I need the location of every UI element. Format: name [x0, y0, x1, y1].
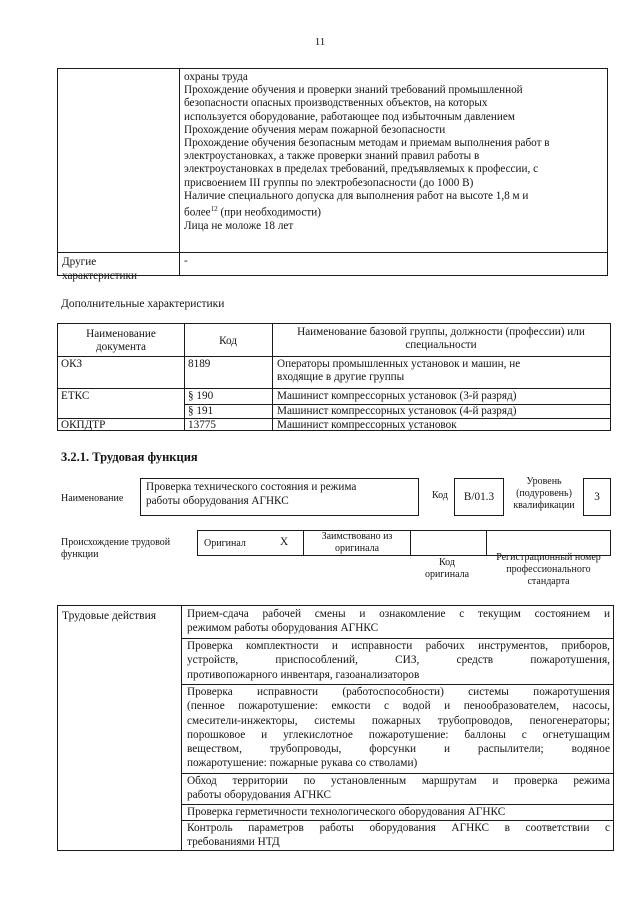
table-cell: Операторы промышленных установок и машин, не входящие в другие группы	[277, 358, 521, 383]
table-cell: ОКПДТР	[61, 419, 106, 431]
table-cell: § 191	[188, 405, 214, 417]
additional-characteristics-title: Дополнительные характеристики	[61, 298, 225, 310]
table-divider	[410, 531, 411, 555]
table-divider	[58, 388, 610, 389]
table-cell: Машинист компрессорных установок (4-й разряд)	[277, 405, 517, 417]
table-cell: Машинист компрессорных установок (3-й разряд)	[277, 390, 517, 402]
header-document: Наименование документа	[86, 328, 156, 353]
table-cell: ЕТКС	[61, 390, 90, 402]
requirement-line: Прохождение обучения безопасным методам и приемам выполнения работ в	[184, 137, 550, 150]
requirements-table	[57, 68, 608, 282]
requirement-line: более$^{12}$ (при необходимости)	[184, 205, 321, 219]
original-label: Оригинал	[204, 538, 246, 549]
function-code-box: B/01.3	[454, 478, 504, 516]
other-characteristics-value: -	[184, 255, 188, 267]
page-number: 11	[314, 36, 326, 48]
table-cell: 8189	[188, 358, 211, 370]
table-cell: ОКЗ	[61, 358, 83, 370]
registration-number-caption: Регистрационный номер профессионального стандарта	[496, 552, 601, 587]
labor-actions-table	[57, 605, 614, 851]
requirement-line: Прохождение обучения мерам пожарной безопасности	[184, 123, 446, 136]
requirement-line: охраны труда	[184, 71, 248, 83]
original-mark: X	[280, 536, 289, 548]
other-characteristics-label: Другие характеристики	[62, 256, 137, 282]
qualification-level-box: 3	[583, 478, 611, 516]
labor-actions-label: Трудовые действия	[62, 610, 157, 622]
requirements-cell	[184, 71, 604, 233]
requirement-line: присвоением III группы по электробезопасности (до 1000 В)	[184, 176, 474, 189]
requirement-line: безопасности опасных производственных объектов, на которых	[184, 97, 488, 110]
requirement-line: Лица не моложе 18 лет	[184, 219, 294, 232]
table-divider	[179, 69, 180, 275]
table-divider	[58, 252, 607, 253]
header-group-name: Наименование базовой группы, должности (профессии) или специальности	[297, 326, 585, 351]
labor-action-item: Проверка комплектности и исправности рабочих инструментов, приборов, устройств, приспособлений, СИЗ, средств пожаротушения, противопожарного инвентаря, газоанализаторов	[187, 640, 610, 681]
footnote-ref: 12	[210, 205, 218, 214]
code-label: Код	[432, 490, 448, 501]
table-cell: Машинист компрессорных установок	[277, 419, 457, 431]
origin-label: Происхождение трудовой функции	[61, 537, 171, 560]
function-name-box: Проверка технического состояния и режима работы оборудования АГНКС	[140, 478, 419, 516]
qualification-level-label: Уровень (подуровень) квалификации	[513, 476, 575, 511]
header-code: Код	[219, 335, 237, 347]
labor-action-item: Проверка герметичности технологического оборудования АГНКС	[187, 806, 506, 818]
requirement-line: электроустановках в пределах требований, предъявляемых к профессии, с	[184, 163, 539, 176]
labor-action-item: Проверка исправности (работоспособности) системы пожаротушения (пенное пожаротушение: емкости с водой и пенообразователем, насосы, смесители-инжекторы, системы пожарных трубопроводов, пеногенераторы; порошковое и углекислотное пожаротушение: баллоны с огнетушащим веществом, трубопроводы, форсунки и распылители; водяное пожаротушение: пожарные рукава со стволами)	[187, 686, 610, 770]
requirement-line: используется оборудование, работающее под избыточным давлением	[184, 110, 515, 123]
additional-characteristics-table	[57, 323, 611, 431]
name-label: Наименование	[61, 493, 124, 504]
table-divider	[58, 356, 610, 357]
table-cell: § 190	[188, 390, 214, 402]
requirement-line: Наличие специального допуска для выполнения работ на высоте 1,8 м и	[184, 189, 529, 202]
labor-action-item: Прием-сдача рабочей смены и ознакомление с текущим состоянием и режимом работы оборудования АГНКС	[187, 608, 610, 635]
labor-action-item: Обход территории по установленным маршрутам и проверка режима работы оборудования АГНКС	[187, 775, 610, 802]
origin-code-caption: Код оригинала	[424, 557, 470, 580]
requirement-line: Прохождение обучения и проверки знаний требований промышленной	[184, 84, 523, 97]
requirement-line: электроустановках, а также проверки знаний правил работы в	[184, 150, 480, 163]
borrowed-label: Заимствовано из оригинала	[321, 531, 393, 554]
section-heading: 3.2.1. Трудовая функция	[61, 450, 198, 464]
table-cell: 13775	[188, 419, 216, 431]
labor-action-item: Контроль параметров работы оборудования АГНКС в соответствии с требованиями НТД	[187, 822, 610, 849]
table-divider	[181, 606, 182, 850]
